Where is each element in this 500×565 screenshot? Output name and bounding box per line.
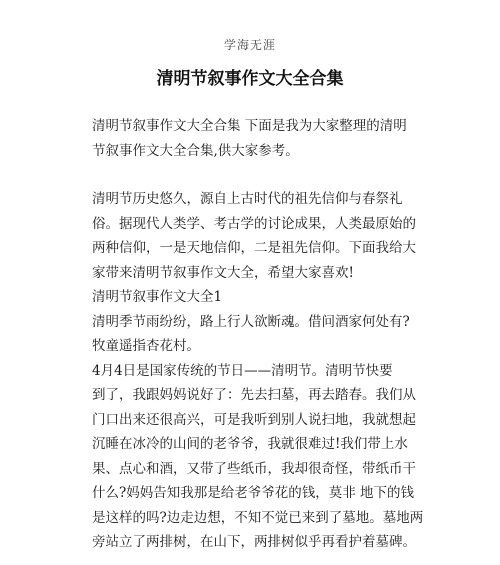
story-line: 沉睡在冰冷的山间的老爷爷，我就很难过!我们带上水 — [92, 436, 408, 452]
intro-line: 清明节叙事作文大全合集 下面是我为大家整理的清明 — [92, 118, 407, 134]
history-line: 清明节历史悠久，源自上古时代的祖先信仰与春祭礼 — [92, 191, 403, 207]
history-line: 俗。据现代人类学、考古学的讨论成果，人类最原始的 — [92, 215, 416, 232]
story-line: 4月4日是国家传统的节日——清明节。清明节快要 — [92, 362, 393, 379]
story-line: 门口出来还很高兴，可是我听到别人说扫地，我就想起 — [92, 411, 416, 428]
intro-paragraph — [92, 114, 412, 163]
intro-line: 节叙事作文大全合集,供大家参考。 — [92, 142, 299, 159]
history-paragraph — [92, 187, 416, 285]
story-line: 是这样的吗?边走边想，不知不觉已来到了墓地。墓地两 — [92, 509, 424, 526]
story-line: 什么?妈妈告知我那是给老爷爷花的钱，莫非 地下的钱 — [92, 485, 415, 501]
poem-paragraph — [92, 310, 412, 359]
document-body — [92, 114, 424, 555]
poem-line: 清明季节雨纷纷，路上行人欲断魂。借问酒家何处有? — [92, 313, 410, 330]
history-line: 两种信仰，一是天地信仰，二是祖先信仰。下面我给大 — [92, 240, 416, 256]
paragraph-gap — [92, 163, 412, 187]
site-header: 学海无涯 — [223, 38, 276, 52]
history-line: 家带来清明节叙事作文大全，希望大家喜欢! — [92, 264, 354, 281]
story-line: 果、点心和酒，又带了些纸币，我却很奇怪，带纸币干 — [92, 460, 416, 477]
document-title: 清明节叙事作文大全合集 — [156, 69, 344, 89]
story-line: 旁站立了两排树，在山下，两排树似乎再看护着墓碑。 — [92, 534, 416, 550]
story-line: 到了，我跟妈妈说好了：先去扫墓，再去踏春。我们从 — [92, 387, 416, 403]
section-heading: 清明节叙事作文大全1 — [92, 289, 223, 305]
poem-line: 牧童遥指杏花村。 — [92, 338, 200, 354]
story-paragraph — [92, 359, 424, 555]
